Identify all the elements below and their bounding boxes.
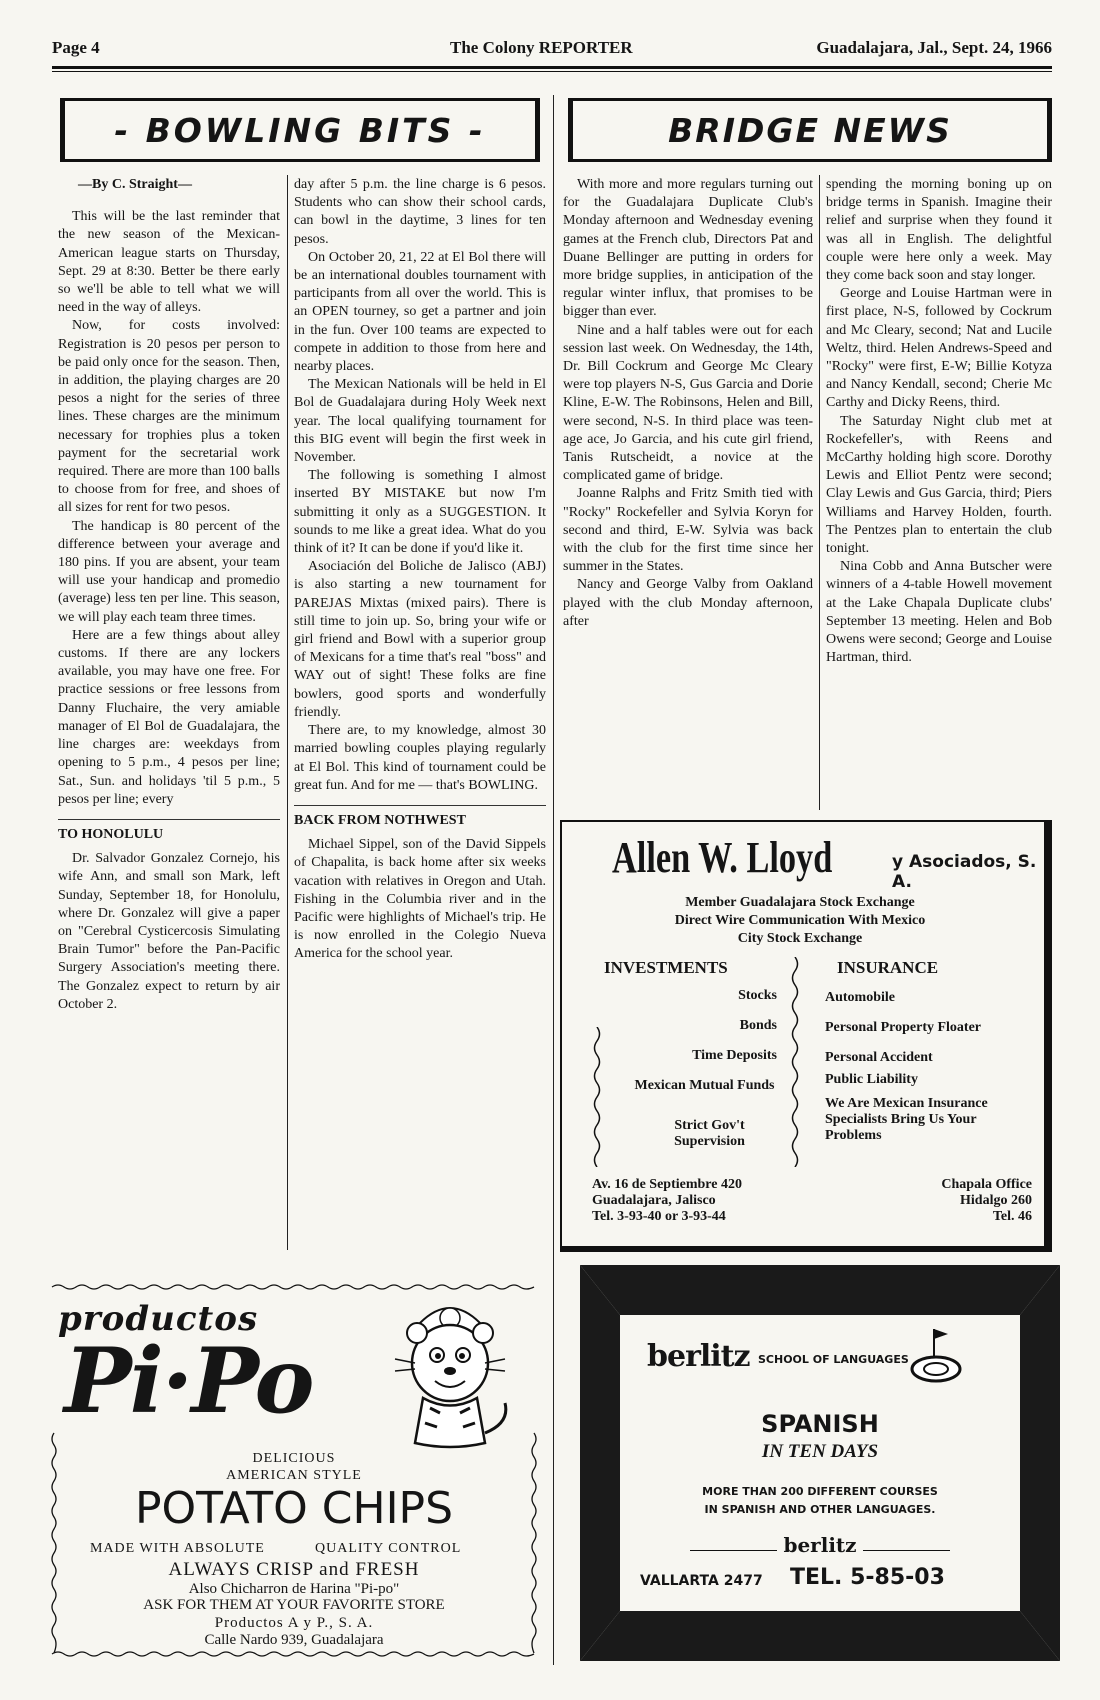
masthead-rule [52,66,1052,69]
berlitz-courses-2: IN SPANISH AND OTHER LANGUAGES. [704,1503,936,1516]
paragraph: spending the morning boning up on bridge terms in Spanish. Imagine their relief and surprise when they found it was all in English. The delightful couple were here only a week. May they come back soon and stay longer. [826,177,1052,284]
pipo-productos: productos [58,1299,259,1339]
investment-item: Bonds [739,1018,777,1033]
lloyd-advertisement [560,820,1052,1252]
insurance-item: Public Liability [825,1072,918,1087]
pipo-delicious: DELICIOUS [252,1451,336,1466]
column-divider-3 [819,175,820,810]
tiger-mascot-icon [375,1293,525,1453]
paragraph: Michael Sippel, son of the David Sippels of Chapalita, is back home after six weeks vacation with relatives in Oregon and Utah. Fishing in the Columbia river and in the Pacific were highlights of Michael's trip. He is now enrolled in the Colegio Nueva America for the school year. [294,837,546,962]
pipo-ask: ASK FOR THEM AT YOUR FAVORITE STORE [143,1597,445,1613]
chapala-line: Hidalgo 260 [960,1193,1032,1208]
berlitz-courses-1: MORE THAN 200 DIFFERENT COURSES [702,1485,938,1498]
berlitz-advertisement [580,1265,1060,1661]
investment-item: Strict Gov't Supervision [674,1118,745,1149]
berlitz-spanish: SPANISH [761,1410,879,1438]
insurance-item: Personal Property Floater [825,1020,982,1035]
investment-item: Stocks [738,988,777,1003]
berlitz-ten-days: IN TEN DAYS [761,1441,879,1462]
lloyd-member-line: Member Guadalajara Stock Exchange [685,895,915,910]
paragraph: Dr. Salvador Gonzalez Cornejo, his wife Ann, and small son Mark, left Sunday, September 18, for Honolulu, where Dr. Gonzalez will give a paper on "Cerebral Cysticercosis Simulating Brain Tumor" before the Pan-Pacific Surgery Association's meeting there. The Gonzalez expect to return by air October 2. [58,851,280,1012]
paragraph: day after 5 p.m. the line charge is 6 pesos. Students who can show their school cards, can bowl in the daytime, 3 lines for ten pesos. [294,177,546,247]
pipo-also: Also Chicharron de Harina "Pi-po" [188,1581,400,1597]
paragraph: Here are a few things about alley customs. If there are any lockers available, you may have one free. For practice sessions or free lessons from Danny Fluchaire, the very amiable manager of El Bol de Guadalajara, the line charges are: weekdays from opening to 5 p.m., 4 pesos per line; Sat., Sun. and holidays 'til 5 p.m., 5 pesos per line; every [58,627,280,807]
globe-flag-icon [908,1325,964,1385]
pipo-product: POTATO CHIPS [134,1483,454,1534]
paper-title: The Colony REPORTER [450,38,633,57]
chapala-line: Tel. 46 [992,1209,1032,1224]
pipo-quality: QUALITY CONTROL [315,1541,462,1556]
paragraph: George and Louise Hartman were in first place, N-S, followed by Cockrum and Mc Cleary, second; Nat and Lucile Weltz, third. Helen Andrews-Speed and "Rocky" were first, E-W; Billie Kotyza and Nancy Kendall, second; Cherie Mc Carthy and Dicky Reens, third. [826,286,1052,411]
center-divider [553,95,554,1665]
byline: —By C. Straight— [78,177,192,192]
berlitz-logo-small: berlitz [777,1533,862,1557]
paragraph: There are, to my knowledge, almost 30 married bowling couples playing regularly at El Bol. This kind of tournament could be great fun. And for me — that's BOWLING. [294,723,546,793]
investment-item: Mexican Mutual Funds [634,1078,775,1093]
lloyd-chapala-office [892,1177,1032,1225]
pipo-advertisement [50,1283,538,1658]
lloyd-name: Allen W. Lloyd [612,833,833,882]
berlitz-street: VALLARTA 2477 [640,1573,763,1589]
pipo-made-with: MADE WITH ABSOLUTE [90,1541,265,1556]
section-heading-honolulu: TO HONOLULU [58,819,280,844]
bridge-heading: BRIDGE NEWS [568,98,1052,162]
lloyd-wire-line: Direct Wire Communication With Mexico [674,913,926,928]
pipo-crisp: ALWAYS CRISP and FRESH [168,1559,420,1580]
bridge-column-2 [826,176,1052,667]
page-number: Page 4 [52,38,100,57]
wavy-divider-icon [790,957,800,1167]
paragraph: Now, for costs involved: Registration is 20 pesos per person to be paid only once for the season. Then, in addition, the playing charges are 20 pesos a night for the series of three lines. These charges are the minimum necessary for trophies plus a token payment for the secretarial work required. There are more than 100 balls to choose from for free, and shoes of all sizes for rent for two pesos. [58,318,280,516]
paragraph: The Mexican Nationals will be held in El Bol de Guadalajara during Holy Week next year. The local qualifying tournament for this BIG event will begin the first week in November. [294,377,546,466]
section-heading-northwest: BACK FROM NOTHWEST [294,805,546,830]
pipo-brand: Pi·Po [64,1328,313,1434]
pipo-company: Productos A y P., S. A. [214,1615,374,1631]
paragraph: On October 20, 21, 22 at El Bol there will be an international doubles tournament with participants from all over the world. This is an OPEN tourney, so get a partner and join in the fun. Over 100 teams are expected to compete in addition to those from here and nearby places. [294,249,546,375]
berlitz-school: SCHOOL OF LANGUAGES [758,1353,909,1366]
insurance-title: INSURANCE [837,958,939,977]
address-line: Tel. 3-93-40 or 3-93-44 [592,1209,726,1224]
berlitz-logo: berlitz [647,1339,750,1374]
paragraph: This will be the last reminder that the new season of the Mexican-American league starts on Thursday, Sept. 29 at 8:30. Better be there early so we'll be able to tell what we will need in the way of alleys. [58,209,280,316]
masthead [52,38,1052,66]
paragraph: Joanne Ralphs and Fritz Smith tied with "Rocky" Rockefeller and Sylvia Koryn for second and third, E-W. Sylvia was back with the club for the first time since her summer in the States. [563,486,813,575]
berlitz-tel: TEL. 5-85-03 [790,1565,945,1590]
investments-title: INVESTMENTS [604,958,728,977]
pipo-address: Calle Nardo 939, Guadalajara [204,1632,384,1648]
paragraph: Asociación del Boliche de Jalisco (ABJ) is also starting a new tournament for PAREJAS Mixtas (mixed pairs). There is still time to join up. So, bring your wife or girl friend and Bowl with a superior group of Mexicans for a time that's real "boss" and WAY out of sight! These folks are fine bowlers, good sports and wonderfully friendly. [294,559,546,720]
paragraph: With more and more regulars turning out for the Guadalajara Duplicate Club's Monday afternoon and Wednesday evening games at the French club, Directors Pat and Duane Bellinger are putting in orders for more bridge supplies, in anticipation of the regular winter influx, that promises to be bigger than ever. [563,177,813,320]
insurance-item: Personal Accident [825,1050,933,1065]
paragraph: The handicap is 80 percent of the difference between your average and 180 pins. If you are absent, your team will use your handicap and promedio (average) less ten per line. This season, we will play each team three times. [58,518,280,625]
masthead-rule-thin [52,71,1052,72]
berlitz-logo-small-wrap [620,1533,1020,1557]
pipo-american-style: AMERICAN STYLE [226,1468,362,1483]
address-line: Av. 16 de Septiembre 420 [592,1177,742,1192]
address-line: Guadalajara, Jalisco [592,1193,716,1208]
investment-item: Time Deposits [692,1048,777,1063]
lloyd-address [592,1177,742,1225]
berlitz-frame [580,1265,1060,1661]
bridge-column-1 [563,176,813,631]
bowling-column-2 [294,176,546,964]
paragraph: Nancy and George Valby from Oakland played with the club Monday afternoon, after [563,577,813,629]
lloyd-exchange-line: City Stock Exchange [737,931,863,946]
insurance-item: We Are Mexican Insurance Specialists Bring Us Your Problems [825,1096,988,1143]
paragraph: The following is something I almost inserted BY MISTAKE but now I'm submitting it only as a SUGGESTION. It sounds to me like a great idea. What do you think of it? It can be done if you'd like it. [294,468,546,557]
bowling-column-1 [58,176,280,1014]
column-divider-1 [287,175,288,1250]
paragraph: Nina Cobb and Anna Butscher were winners of a 4-table Howell movement at the Lake Chapala Duplicate clubs' September 13 meeting. Helen and Bob Owens were second; George and Louise Hartman, third. [826,559,1052,666]
dateline: Guadalajara, Jal., Sept. 24, 1966 [816,38,1052,57]
insurance-item: Automobile [825,990,895,1005]
bowling-heading: - BOWLING BITS - [60,98,540,162]
lloyd-suffix: y Asociados, S. A. [892,852,1037,892]
chapala-line: Chapala Office [941,1177,1032,1192]
wavy-bracket-icon [592,1027,602,1167]
paragraph: The Saturday Night club met at Rockefeller's, with Reens and McCarthy holding high score. Dorothy Lewis and Elliot Pentz were second; Clay Lewis and Gus Garcia, third; Piers Williams and Harvey Holden, fourth. The Pentzes plan to entertain the club tonight. [826,413,1052,557]
paragraph: Nine and a half tables were out for each session last week. On Wednesday, the 14th, Dr. Bill Cockrum and George Mc Cleary were top players N-S, Gus Garcia and Dorie Kline, E-W. The Robinsons, Helen and Bill, were second, N-S. In third place was teen-age ace, Jo Garcia, and his cute girl friend, Tanis Rutscheidt, a novice at the complicated game of bridge. [563,322,813,484]
